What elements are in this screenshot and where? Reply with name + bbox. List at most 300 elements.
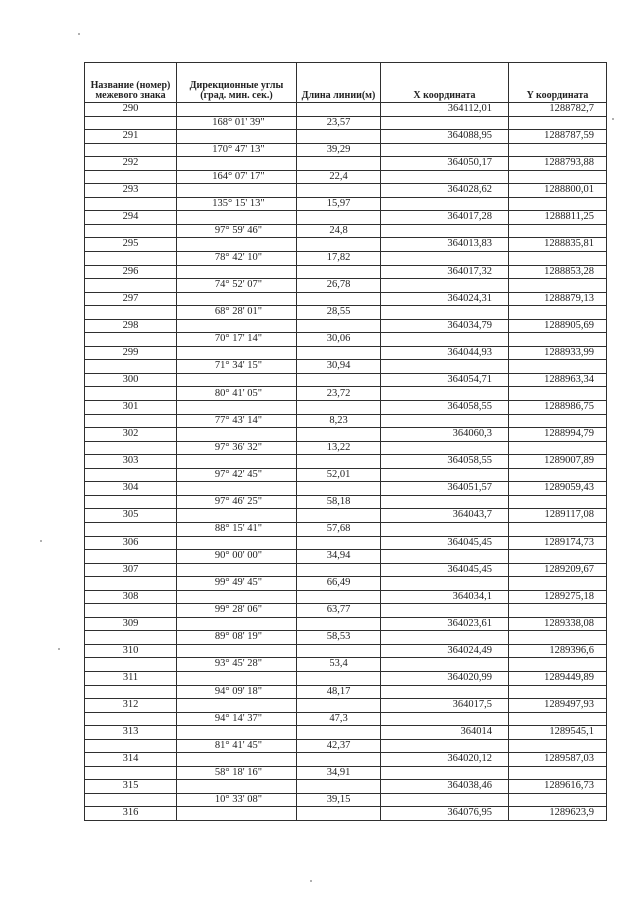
boundary-coordinates-table: [84, 62, 607, 821]
directional-angle-cell: 94° 09' 18": [177, 685, 297, 699]
x-coordinate-cell: 364045,45: [381, 536, 509, 550]
point-name-cell: 291: [85, 130, 177, 144]
y-coordinate-cell: 1289059,43: [509, 482, 607, 496]
empty-cell: [381, 712, 509, 726]
table-row: [85, 780, 607, 794]
table-row: [85, 550, 607, 564]
table-row: [85, 401, 607, 415]
empty-cell: [297, 346, 381, 360]
table-row: [85, 522, 607, 536]
table-body: [85, 103, 607, 821]
y-coordinate-cell: 1289587,03: [509, 753, 607, 767]
x-coordinate-cell: 364038,46: [381, 780, 509, 794]
empty-cell: [297, 644, 381, 658]
empty-cell: [85, 550, 177, 564]
directional-angle-cell: 99° 49' 45": [177, 577, 297, 591]
directional-angle-cell: 97° 59' 46": [177, 224, 297, 238]
empty-cell: [85, 360, 177, 374]
empty-cell: [177, 373, 297, 387]
table-row: [85, 211, 607, 225]
empty-cell: [177, 509, 297, 523]
y-coordinate-cell: 1288879,13: [509, 292, 607, 306]
empty-cell: [297, 373, 381, 387]
table-row: [85, 346, 607, 360]
empty-cell: [381, 550, 509, 564]
empty-cell: [381, 793, 509, 807]
table-row: [85, 495, 607, 509]
empty-cell: [85, 387, 177, 401]
directional-angle-cell: 70° 17' 14": [177, 333, 297, 347]
table-row: [85, 157, 607, 171]
directional-angle-cell: 135° 15' 13": [177, 197, 297, 211]
scan-speck: [58, 648, 60, 650]
empty-cell: [85, 739, 177, 753]
table-row: [85, 387, 607, 401]
empty-cell: [85, 414, 177, 428]
x-coordinate-cell: 364058,55: [381, 455, 509, 469]
empty-cell: [297, 319, 381, 333]
scan-speck: [310, 880, 312, 882]
table-row: [85, 265, 607, 279]
empty-cell: [297, 699, 381, 713]
empty-cell: [509, 279, 607, 293]
table-row: [85, 252, 607, 266]
table-row: [85, 577, 607, 591]
line-length-cell: 15,97: [297, 197, 381, 211]
line-length-cell: 23,57: [297, 116, 381, 130]
empty-cell: [297, 780, 381, 794]
x-coordinate-cell: 364050,17: [381, 157, 509, 171]
y-coordinate-cell: 1289497,93: [509, 699, 607, 713]
x-coordinate-cell: 364088,95: [381, 130, 509, 144]
empty-cell: [177, 753, 297, 767]
scan-speck: [612, 118, 614, 120]
table-row: [85, 306, 607, 320]
empty-cell: [509, 468, 607, 482]
empty-cell: [85, 252, 177, 266]
point-name-cell: 303: [85, 455, 177, 469]
x-coordinate-cell: 364054,71: [381, 373, 509, 387]
line-length-cell: 8,23: [297, 414, 381, 428]
directional-angle-cell: 58° 18' 16": [177, 766, 297, 780]
point-name-cell: 292: [85, 157, 177, 171]
empty-cell: [297, 238, 381, 252]
empty-cell: [509, 252, 607, 266]
table-row: [85, 509, 607, 523]
x-coordinate-cell: 364034,79: [381, 319, 509, 333]
y-coordinate-cell: 1289616,73: [509, 780, 607, 794]
y-coordinate-cell: 1288787,59: [509, 130, 607, 144]
empty-cell: [85, 197, 177, 211]
y-coordinate-cell: 1288853,28: [509, 265, 607, 279]
line-length-cell: 42,37: [297, 739, 381, 753]
empty-cell: [177, 130, 297, 144]
empty-cell: [177, 428, 297, 442]
empty-cell: [381, 143, 509, 157]
table-row: [85, 170, 607, 184]
y-coordinate-cell: 1289174,73: [509, 536, 607, 550]
empty-cell: [381, 766, 509, 780]
directional-angle-cell: 90° 00' 00": [177, 550, 297, 564]
point-name-cell: 301: [85, 401, 177, 415]
table-row: [85, 793, 607, 807]
empty-cell: [177, 726, 297, 740]
table-row: [85, 658, 607, 672]
y-coordinate-cell: 1289338,08: [509, 617, 607, 631]
table-row: [85, 604, 607, 618]
line-length-cell: 47,3: [297, 712, 381, 726]
empty-cell: [297, 509, 381, 523]
empty-cell: [509, 739, 607, 753]
table-row: [85, 333, 607, 347]
empty-cell: [297, 428, 381, 442]
x-coordinate-cell: 364058,55: [381, 401, 509, 415]
empty-cell: [381, 468, 509, 482]
empty-cell: [177, 563, 297, 577]
empty-cell: [381, 333, 509, 347]
header-line-length: Длина линии(м): [297, 63, 381, 103]
point-name-cell: 302: [85, 428, 177, 442]
y-coordinate-cell: 1289545,1: [509, 726, 607, 740]
line-length-cell: 58,53: [297, 631, 381, 645]
x-coordinate-cell: 364014: [381, 726, 509, 740]
empty-cell: [297, 726, 381, 740]
y-coordinate-cell: 1289275,18: [509, 590, 607, 604]
empty-cell: [509, 550, 607, 564]
empty-cell: [177, 292, 297, 306]
table-row: [85, 238, 607, 252]
empty-cell: [85, 224, 177, 238]
table-row: [85, 590, 607, 604]
table-row: [85, 482, 607, 496]
empty-cell: [381, 495, 509, 509]
empty-cell: [297, 563, 381, 577]
table-row: [85, 143, 607, 157]
empty-cell: [509, 604, 607, 618]
directional-angle-cell: 81° 41' 45": [177, 739, 297, 753]
line-length-cell: 63,77: [297, 604, 381, 618]
table-row: [85, 563, 607, 577]
x-coordinate-cell: 364017,32: [381, 265, 509, 279]
table-row: [85, 292, 607, 306]
empty-cell: [297, 617, 381, 631]
table-row: [85, 739, 607, 753]
directional-angle-cell: 94° 14' 37": [177, 712, 297, 726]
x-coordinate-cell: 364076,95: [381, 807, 509, 821]
empty-cell: [381, 739, 509, 753]
y-coordinate-cell: 1289007,89: [509, 455, 607, 469]
empty-cell: [381, 197, 509, 211]
y-coordinate-cell: 1288793,88: [509, 157, 607, 171]
x-coordinate-cell: 364023,61: [381, 617, 509, 631]
point-name-cell: 316: [85, 807, 177, 821]
point-name-cell: 311: [85, 671, 177, 685]
empty-cell: [381, 252, 509, 266]
y-coordinate-cell: 1289449,89: [509, 671, 607, 685]
empty-cell: [381, 170, 509, 184]
table-row: [85, 373, 607, 387]
empty-cell: [297, 130, 381, 144]
empty-cell: [85, 279, 177, 293]
point-name-cell: 297: [85, 292, 177, 306]
empty-cell: [85, 685, 177, 699]
empty-cell: [177, 780, 297, 794]
empty-cell: [177, 644, 297, 658]
x-coordinate-cell: 364043,7: [381, 509, 509, 523]
point-name-cell: 298: [85, 319, 177, 333]
point-name-cell: 313: [85, 726, 177, 740]
empty-cell: [85, 631, 177, 645]
point-name-cell: 312: [85, 699, 177, 713]
line-length-cell: 34,94: [297, 550, 381, 564]
empty-cell: [509, 360, 607, 374]
empty-cell: [177, 157, 297, 171]
x-coordinate-cell: 364013,83: [381, 238, 509, 252]
empty-cell: [509, 766, 607, 780]
header-directional-angle: Дирекционные углы (град. мин. сек.): [177, 63, 297, 103]
empty-cell: [509, 631, 607, 645]
x-coordinate-cell: 364017,28: [381, 211, 509, 225]
empty-cell: [85, 577, 177, 591]
empty-cell: [381, 441, 509, 455]
empty-cell: [177, 211, 297, 225]
x-coordinate-cell: 364044,93: [381, 346, 509, 360]
point-name-cell: 306: [85, 536, 177, 550]
table-row: [85, 224, 607, 238]
y-coordinate-cell: 1288963,34: [509, 373, 607, 387]
x-coordinate-cell: 364028,62: [381, 184, 509, 198]
empty-cell: [509, 224, 607, 238]
x-coordinate-cell: 364017,5: [381, 699, 509, 713]
empty-cell: [381, 685, 509, 699]
empty-cell: [509, 793, 607, 807]
empty-cell: [381, 631, 509, 645]
empty-cell: [177, 103, 297, 117]
empty-cell: [509, 143, 607, 157]
table-row: [85, 103, 607, 117]
point-name-cell: 299: [85, 346, 177, 360]
empty-cell: [509, 170, 607, 184]
table-row: [85, 414, 607, 428]
line-length-cell: 34,91: [297, 766, 381, 780]
empty-cell: [297, 292, 381, 306]
y-coordinate-cell: 1289117,08: [509, 509, 607, 523]
empty-cell: [381, 577, 509, 591]
point-name-cell: 310: [85, 644, 177, 658]
y-coordinate-cell: 1288835,81: [509, 238, 607, 252]
point-name-cell: 315: [85, 780, 177, 794]
y-coordinate-cell: 1288811,25: [509, 211, 607, 225]
y-coordinate-cell: 1289209,67: [509, 563, 607, 577]
empty-cell: [381, 116, 509, 130]
line-length-cell: 26,78: [297, 279, 381, 293]
empty-cell: [297, 103, 381, 117]
empty-cell: [85, 658, 177, 672]
point-name-cell: 290: [85, 103, 177, 117]
empty-cell: [177, 807, 297, 821]
empty-cell: [177, 184, 297, 198]
x-coordinate-cell: 364024,31: [381, 292, 509, 306]
table-row: [85, 671, 607, 685]
directional-angle-cell: 78° 42' 10": [177, 252, 297, 266]
empty-cell: [177, 346, 297, 360]
empty-cell: [381, 224, 509, 238]
line-length-cell: 39,15: [297, 793, 381, 807]
scan-speck: [40, 540, 42, 542]
table-row: [85, 197, 607, 211]
y-coordinate-cell: 1288800,01: [509, 184, 607, 198]
empty-cell: [509, 658, 607, 672]
point-name-cell: 307: [85, 563, 177, 577]
point-name-cell: 296: [85, 265, 177, 279]
empty-cell: [85, 712, 177, 726]
empty-cell: [85, 793, 177, 807]
table-row: [85, 644, 607, 658]
point-name-cell: 294: [85, 211, 177, 225]
empty-cell: [381, 279, 509, 293]
empty-cell: [85, 766, 177, 780]
point-name-cell: 300: [85, 373, 177, 387]
x-coordinate-cell: 364060,3: [381, 428, 509, 442]
point-name-cell: 308: [85, 590, 177, 604]
directional-angle-cell: 97° 36' 32": [177, 441, 297, 455]
empty-cell: [381, 522, 509, 536]
line-length-cell: 30,06: [297, 333, 381, 347]
table-row: [85, 726, 607, 740]
y-coordinate-cell: 1288933,99: [509, 346, 607, 360]
empty-cell: [177, 401, 297, 415]
empty-cell: [297, 211, 381, 225]
empty-cell: [297, 184, 381, 198]
empty-cell: [509, 685, 607, 699]
empty-cell: [177, 617, 297, 631]
empty-cell: [177, 671, 297, 685]
directional-angle-cell: 89° 08' 19": [177, 631, 297, 645]
line-length-cell: 28,55: [297, 306, 381, 320]
empty-cell: [381, 658, 509, 672]
empty-cell: [509, 414, 607, 428]
point-name-cell: 314: [85, 753, 177, 767]
empty-cell: [297, 401, 381, 415]
empty-cell: [381, 387, 509, 401]
scan-speck: [78, 33, 80, 35]
line-length-cell: 24,8: [297, 224, 381, 238]
directional-angle-cell: 88° 15' 41": [177, 522, 297, 536]
directional-angle-cell: 170° 47' 13": [177, 143, 297, 157]
empty-cell: [509, 495, 607, 509]
table-row: [85, 536, 607, 550]
empty-cell: [381, 360, 509, 374]
empty-cell: [297, 671, 381, 685]
header-y-coordinate: Y координата: [509, 63, 607, 103]
empty-cell: [177, 319, 297, 333]
line-length-cell: 30,94: [297, 360, 381, 374]
table-row: [85, 712, 607, 726]
line-length-cell: 22,4: [297, 170, 381, 184]
empty-cell: [509, 712, 607, 726]
table-row: [85, 455, 607, 469]
empty-cell: [85, 604, 177, 618]
empty-cell: [85, 441, 177, 455]
x-coordinate-cell: 364112,01: [381, 103, 509, 117]
line-length-cell: 17,82: [297, 252, 381, 266]
table-row: [85, 279, 607, 293]
x-coordinate-cell: 364051,57: [381, 482, 509, 496]
empty-cell: [85, 306, 177, 320]
empty-cell: [509, 306, 607, 320]
y-coordinate-cell: 1289396,6: [509, 644, 607, 658]
directional-angle-cell: 97° 46' 25": [177, 495, 297, 509]
x-coordinate-cell: 364020,99: [381, 671, 509, 685]
empty-cell: [85, 116, 177, 130]
directional-angle-cell: 93° 45' 28": [177, 658, 297, 672]
table-row: [85, 116, 607, 130]
empty-cell: [509, 387, 607, 401]
directional-angle-cell: 74° 52' 07": [177, 279, 297, 293]
header-x-coordinate: X координата: [381, 63, 509, 103]
line-length-cell: 52,01: [297, 468, 381, 482]
empty-cell: [177, 590, 297, 604]
directional-angle-cell: 71° 34' 15": [177, 360, 297, 374]
table-row: [85, 441, 607, 455]
empty-cell: [509, 577, 607, 591]
empty-cell: [297, 157, 381, 171]
table-header-row: [85, 63, 607, 103]
empty-cell: [297, 590, 381, 604]
line-length-cell: 53,4: [297, 658, 381, 672]
table-row: [85, 130, 607, 144]
line-length-cell: 23,72: [297, 387, 381, 401]
table-row: [85, 807, 607, 821]
empty-cell: [85, 468, 177, 482]
empty-cell: [509, 197, 607, 211]
empty-cell: [85, 495, 177, 509]
y-coordinate-cell: 1289623,9: [509, 807, 607, 821]
directional-angle-cell: 10° 33' 08": [177, 793, 297, 807]
empty-cell: [381, 414, 509, 428]
empty-cell: [381, 604, 509, 618]
line-length-cell: 57,68: [297, 522, 381, 536]
line-length-cell: 13,22: [297, 441, 381, 455]
y-coordinate-cell: 1288782,7: [509, 103, 607, 117]
line-length-cell: 58,18: [297, 495, 381, 509]
y-coordinate-cell: 1288905,69: [509, 319, 607, 333]
point-name-cell: 295: [85, 238, 177, 252]
point-name-cell: 309: [85, 617, 177, 631]
table-row: [85, 617, 607, 631]
empty-cell: [297, 455, 381, 469]
table-row: [85, 685, 607, 699]
empty-cell: [177, 455, 297, 469]
x-coordinate-cell: 364034,1: [381, 590, 509, 604]
empty-cell: [177, 265, 297, 279]
empty-cell: [85, 143, 177, 157]
x-coordinate-cell: 364020,12: [381, 753, 509, 767]
table-row: [85, 468, 607, 482]
directional-angle-cell: 77° 43' 14": [177, 414, 297, 428]
line-length-cell: 39,29: [297, 143, 381, 157]
directional-angle-cell: 80° 41' 05": [177, 387, 297, 401]
empty-cell: [297, 482, 381, 496]
empty-cell: [85, 522, 177, 536]
empty-cell: [297, 807, 381, 821]
table-row: [85, 631, 607, 645]
y-coordinate-cell: 1288994,79: [509, 428, 607, 442]
directional-angle-cell: 68° 28' 01": [177, 306, 297, 320]
empty-cell: [85, 170, 177, 184]
empty-cell: [509, 441, 607, 455]
line-length-cell: 48,17: [297, 685, 381, 699]
